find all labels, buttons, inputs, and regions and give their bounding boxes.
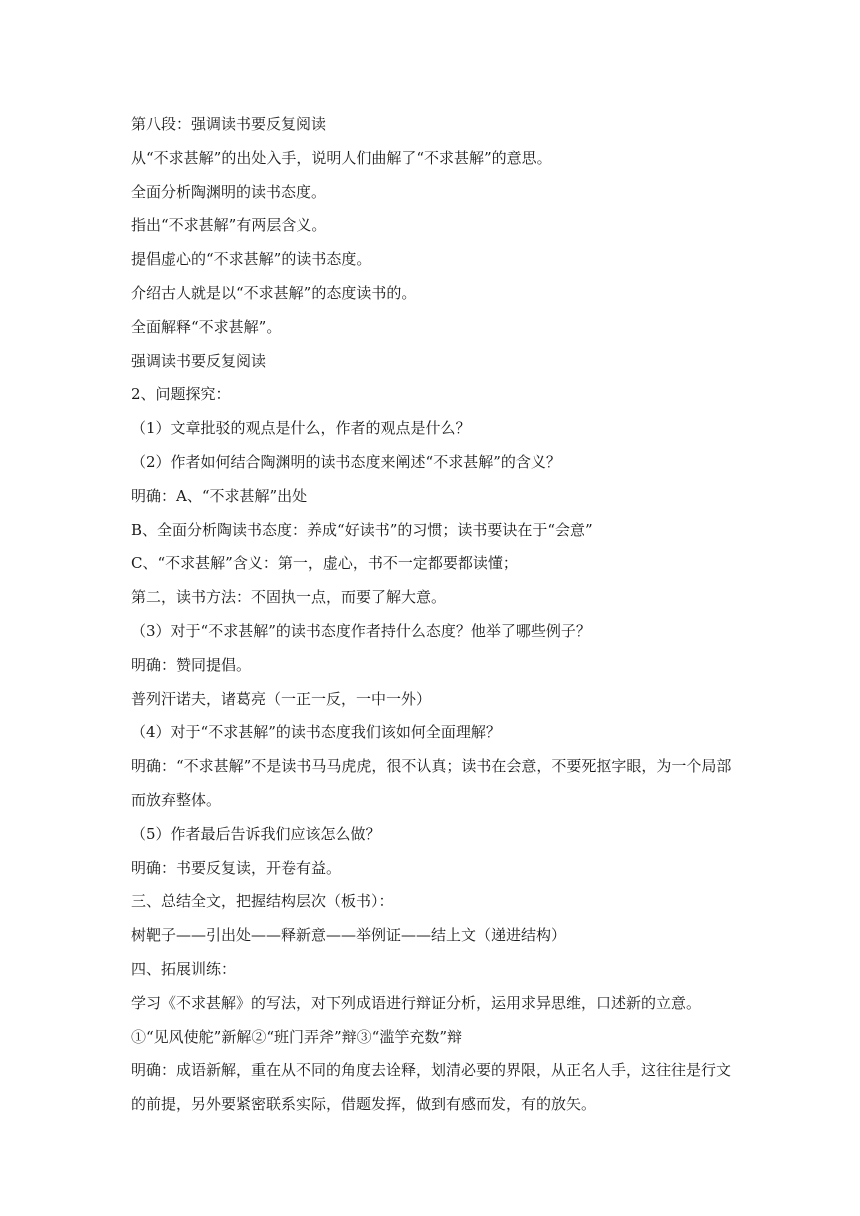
answer-line: 普列汗诺夫，诸葛亮（一正一反，一中一外）	[131, 689, 432, 708]
answer-line: 明确：A、“不求甚解”出处	[131, 486, 308, 505]
text-line: 全面解释“不求甚解”。	[131, 317, 282, 336]
answer-line: C、“不求甚解”含义：第一，虚心，书不一定都要都读懂；	[131, 554, 518, 573]
text-line: 强调读书要反复阅读	[131, 351, 267, 370]
answer-line: 明确：书要反复读，开卷有益。	[131, 858, 342, 877]
question-line: （3）对于“不求甚解”的读书态度作者持什么态度？他举了哪些例子？	[131, 621, 591, 640]
text-line: 全面分析陶渊明的读书态度。	[131, 182, 327, 201]
answer-line: 明确：成语新解，重在从不同的角度去诠释，划清必要的界限，从正名人手，这往往是行文	[131, 1061, 732, 1080]
text-line: 介绍古人就是以“不求甚解”的态度读书的。	[131, 283, 417, 302]
text-line: 从“不求甚解”的出处入手，说明人们曲解了“不求甚解”的意思。	[131, 148, 552, 167]
answer-line: 而放弃整体。	[131, 790, 222, 809]
section-heading: 三、总结全文，把握结构层次（板书）：	[131, 892, 394, 911]
exercise-items: ①“见风使舵”新解②“班门弄斧”辩③“滥竽充数”辩	[131, 1027, 463, 1046]
answer-line: B、全面分析陶读书态度：养成“好读书”的习惯；读书要诀在于“会意”	[131, 520, 593, 539]
exercise-instruction: 学习《不求甚解》的写法，对下列成语进行辩证分析，运用求异思维，口述新的立意。	[131, 993, 702, 1012]
answer-line: 明确：赞同提倡。	[131, 655, 252, 674]
text-line: 第八段：强调读书要反复阅读	[131, 115, 327, 133]
answer-line: 第二，读书方法：不固执一点，而要了解大意。	[131, 588, 447, 607]
text-line: 提倡虚心的“不求甚解”的读书态度。	[131, 250, 372, 269]
structure-summary: 树靶子——引出处——释新意——举例证——结上文（递进结构）	[131, 926, 567, 945]
question-line: （4）对于“不求甚解”的读书态度我们该如何全面理解？	[131, 723, 501, 742]
answer-line: 明确：“不求甚解”不是读书马马虎虎，很不认真；读书在会意，不要死抠字眼，为一个局部	[131, 757, 732, 776]
section-heading: 2、问题探究：	[131, 385, 231, 404]
document-body	[131, 108, 735, 1122]
question-line: （2）作者如何结合陶渊明的读书态度来阐述“不求甚解”的含义？	[131, 452, 561, 471]
answer-line: 的前提，另外要紧密联系实际，借题发挥，做到有感而发，有的放矢。	[131, 1095, 597, 1114]
text-line: 指出“不求甚解”有两层含义。	[131, 216, 327, 235]
section-heading: 四、拓展训练：	[131, 959, 237, 978]
question-line: （1）文章批驳的观点是什么，作者的观点是什么？	[131, 419, 471, 438]
question-line: （5）作者最后告诉我们应该怎么做？	[131, 824, 381, 843]
